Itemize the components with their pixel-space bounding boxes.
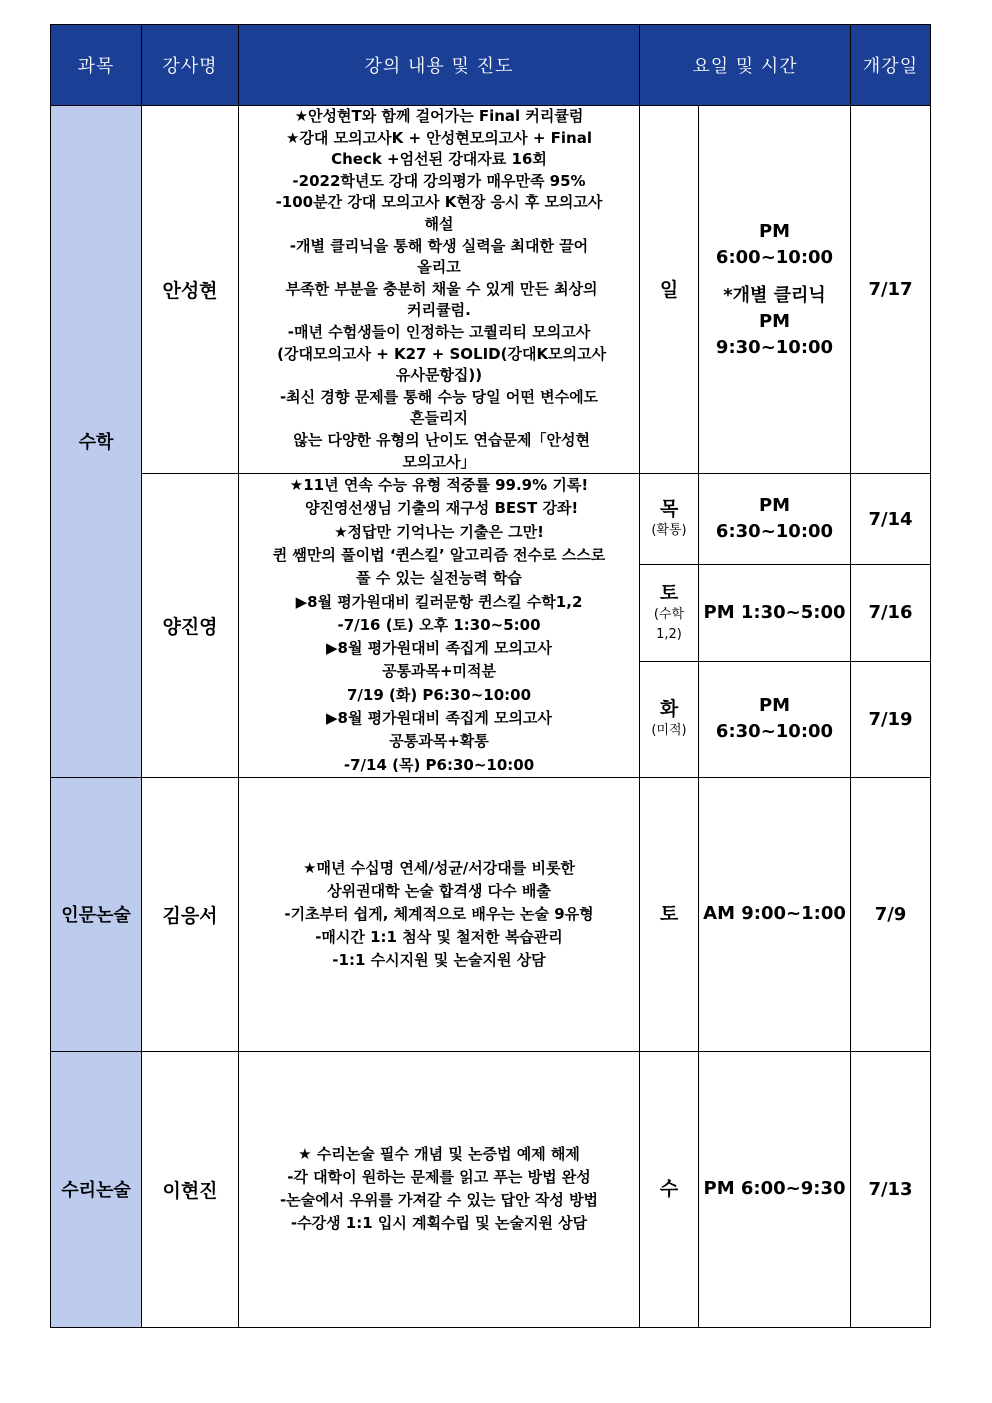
content-line: ★11년 연속 수능 유형 적중률 99.9% 기록! (289, 476, 589, 495)
table-row-math-ahn (51, 106, 931, 474)
content-line: 흔들리지 (410, 409, 468, 428)
time-yang-3 (699, 661, 851, 777)
time-ahn (699, 106, 851, 474)
day-yang-2 (640, 565, 699, 661)
content-line: -기초부터 쉽게, 체계적으로 배우는 논술 9유형 (284, 904, 594, 923)
content-line: -7/16 (토) 오후 1:30~5:00 (337, 615, 541, 634)
subject-math: 수학 (51, 106, 142, 778)
content-line: 양진영선생님 기출의 재구성 BEST 강좌! (299, 499, 579, 518)
content-line: ▶8월 평가원대비 킬러문항 퀸스킬 수학1,2 (295, 592, 583, 611)
content-line: -100분간 강대 모의고사 K현장 응시 후 모의고사 (275, 193, 603, 212)
content-line: ★ 수리논술 필수 개념 및 논증법 예제 해제 (298, 1145, 580, 1164)
time-math-essay: PM 6:00~9:30 (699, 1051, 851, 1327)
content-line: -매년 수험생들이 인정하는 고퀄리티 모의고사 (287, 322, 591, 341)
table-row-humanities (51, 777, 931, 1051)
day-label: 목 (659, 498, 679, 521)
table-row-math-yang-1 (51, 474, 931, 565)
content-line: 해설 (424, 214, 454, 233)
time-line: PM (758, 220, 791, 242)
content-line: 7/19 (화) P6:30~10:00 (346, 685, 532, 704)
content-line: -각 대학이 원하는 문제를 읽고 푸는 방법 완성 (287, 1168, 591, 1187)
header-content: 강의 내용 및 진도 (239, 25, 640, 106)
subject-math-essay: 수리논술 (51, 1051, 142, 1327)
content-line: ▶8월 평가원대비 족집게 모의고사 (325, 709, 552, 728)
header-teacher: 강사명 (142, 25, 239, 106)
teacher-lee: 이현진 (142, 1051, 239, 1327)
lecture-schedule-table (50, 24, 931, 1328)
header-subject: 과목 (51, 25, 142, 106)
day-note: (수학 1,2) (653, 606, 685, 642)
content-line: 유사문항집)) (395, 366, 483, 385)
content-line: -매시간 1:1 첨삭 및 철저한 복습관리 (315, 927, 563, 946)
content-line: -논술에서 우위를 가져갈 수 있는 답안 작성 방법 (279, 1191, 599, 1210)
start-date-humanities: 7/9 (851, 777, 931, 1051)
content-line: 올리고 (417, 258, 461, 277)
content-line: 커리큘럼. (407, 301, 471, 320)
content-line: 않는 다양한 유형의 난이도 연습문제「안성현 (288, 430, 590, 449)
time-line: PM (758, 695, 791, 717)
start-date-yang-2: 7/16 (851, 565, 931, 661)
clinic-label: *개별 클리닉 (723, 284, 826, 306)
content-line: 모의고사」 (402, 452, 476, 471)
start-date-ahn: 7/17 (851, 106, 931, 474)
content-line: ▶8월 평가원대비 족집게 모의고사 (325, 639, 552, 658)
time-yang-2 (699, 565, 851, 661)
header-schedule: 요일 및 시간 (640, 25, 851, 106)
content-line: ★매년 수십명 연세/성균/서강대를 비롯한 (303, 858, 575, 877)
time-line: 9:30~10:00 (715, 336, 834, 358)
time-humanities: AM 9:00~1:00 (699, 777, 851, 1051)
time-line: 6:00~10:00 (715, 246, 834, 268)
table-row-math-essay (51, 1051, 931, 1327)
content-ahn (239, 106, 640, 474)
teacher-kim: 김응서 (142, 777, 239, 1051)
time-line: PM (758, 310, 791, 332)
content-humanities (239, 777, 640, 1051)
teacher-ahn: 안성현 (142, 106, 239, 474)
start-date-math-essay: 7/13 (851, 1051, 931, 1327)
day-humanities: 토 (640, 777, 699, 1051)
time-line: 6:30~10:00 (715, 721, 834, 743)
time-yang-1 (699, 474, 851, 565)
content-line: -수강생 1:1 입시 계획수립 및 논술지원 상담 (290, 1214, 588, 1233)
content-line: ★강대 모의고사K + 안성현모의고사 + Final (285, 128, 593, 147)
day-yang-1 (640, 474, 699, 565)
content-line: 공통과목+확통 (389, 732, 489, 751)
content-line: Check +엄선된 강대자료 16회 (331, 150, 547, 169)
content-line: (강대모의고사 + K27 + SOLID(강대K모의고사 (271, 344, 607, 363)
content-line: -2022학년도 강대 강의평가 매우만족 95% (292, 171, 586, 190)
start-date-yang-1: 7/14 (851, 474, 931, 565)
content-line: -1:1 수시지원 및 논술지원 상담 (332, 950, 546, 969)
time-line: PM (758, 495, 791, 517)
day-note: (미적) (651, 723, 687, 739)
day-note: (확통) (651, 523, 687, 539)
day-label: 토 (659, 581, 679, 604)
content-yang (239, 474, 640, 778)
content-line: -개별 클리닉을 통해 학생 실력을 최대한 끌어 (289, 236, 589, 255)
time-line: PM 1:30~5:00 (703, 601, 846, 623)
day-label: 화 (659, 698, 679, 721)
content-line: 풀 수 있는 실전능력 학습 (356, 569, 522, 588)
content-line: 부족한 부분을 충분히 채울 수 있게 만든 최상의 (280, 279, 598, 298)
subject-humanities: 인문논술 (51, 777, 142, 1051)
teacher-yang: 양진영 (142, 474, 239, 778)
day-yang-3 (640, 661, 699, 777)
header-row (51, 25, 931, 106)
start-date-yang-3: 7/19 (851, 661, 931, 777)
content-line: 퀸 쌤만의 풀이법 ‘퀸스킬’ 알고리즘 전수로 스스로 (272, 545, 606, 564)
content-line: 공통과목+미적분 (382, 662, 496, 681)
header-start-date: 개강일 (851, 25, 931, 106)
content-line: ★안성현T와 함께 걸어가는 Final 커리큘럼 (294, 107, 584, 125)
content-line: -최신 경향 문제를 통해 수능 당일 어떤 변수에도 (279, 387, 599, 406)
content-math-essay (239, 1051, 640, 1327)
content-line: 상위권대학 논술 합격생 다수 배출 (327, 881, 551, 900)
day-ahn: 일 (640, 106, 699, 474)
content-line: ★정답만 기억나는 기출은 그만! (334, 522, 544, 541)
day-math-essay: 수 (640, 1051, 699, 1327)
time-line: 6:30~10:00 (715, 521, 834, 543)
content-line: -7/14 (목) P6:30~10:00 (343, 755, 535, 774)
